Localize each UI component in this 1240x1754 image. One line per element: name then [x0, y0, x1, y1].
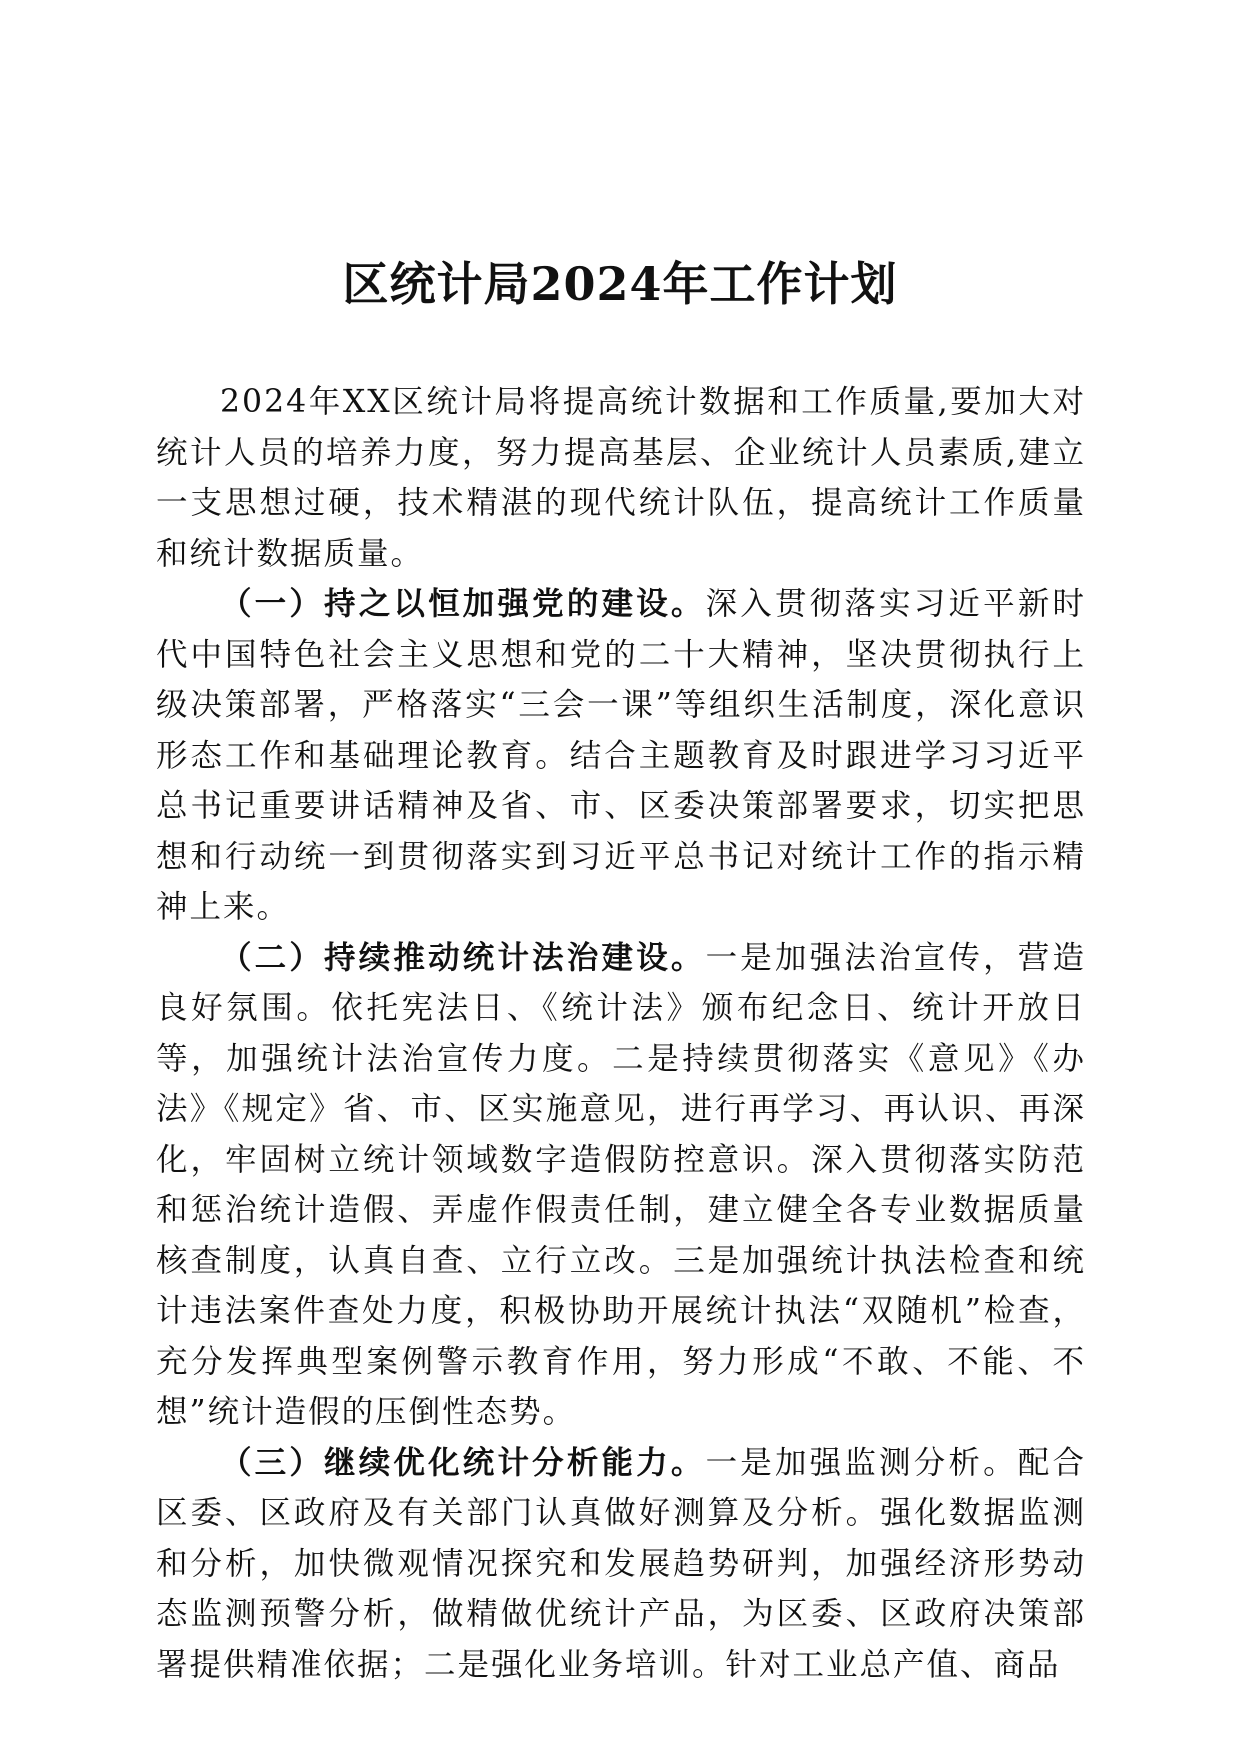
paragraph-intro	[156, 377, 1086, 579]
section-heading: （三）继续优化统计分析能力。	[220, 1443, 706, 1481]
section-heading: （二）持续推动统计法治建设。	[220, 938, 706, 976]
paragraph-text: 一是加强法治宣传，营造良好氛围。依托宪法日、《统计法》颁布纪念日、统计开放日等，加强统计法治宣传力度。二是持续贯彻落实《意见》《办法》《规定》省、市、区实施意见，进行再学习、再认识、再深化，牢固树立统计领域数字造假防控意识。深入贯彻落实防范和惩治统计造假、弄虚作假责任制，建立健全各专业数据质量核查制度，认真自查、立行立改。三是加强统计执法检查和统计违法案件查处力度，积极协助开展统计执法“双随机”检查，充分发挥典型案例警示教育作用，努力形成“不敢、不能、不想”统计造假的压倒性态势。	[156, 939, 1086, 1430]
paragraph-text: 一是加强监测分析。配合区委、区政府及有关部门认真做好测算及分析。强化数据监测和分析，加快微观情况探究和发展趋势研判，加强经济形势动态监测预警分析，做精做优统计产品，为区委、区政府决策部署提供精准依据；二是强化业务培训。针对工业总产值、商品	[156, 1444, 1086, 1683]
paragraph-section-2	[156, 933, 1086, 1438]
paragraph-text: 2024年XX区统计局将提高统计数据和工作质量,要加大对统计人员的培养力度，努力提高基层、企业统计人员素质,建立一支思想过硬，技术精湛的现代统计队伍，提高统计工作质量和统计数据质量。	[156, 384, 1086, 572]
paragraph-section-3	[156, 1438, 1086, 1691]
document-title: 区统计局2024年工作计划	[342, 257, 898, 311]
section-heading: （一）持之以恒加强党的建设。	[220, 585, 706, 622]
paragraph-text: 深入贯彻落实习近平新时代中国特色社会主义思想和党的二十大精神，坚决贯彻执行上级决策部署，严格落实“三会一课”等组织生活制度，深化意识形态工作和基础理论教育。结合主题教育及时跟进学习习近平总书记重要讲话精神及省、市、区委决策部署要求，切实把思想和行动统一到贯彻落实到习近平总书记对统计工作的指示精神上来。	[156, 586, 1086, 925]
document-body	[156, 377, 1086, 1690]
paragraph-section-1	[156, 579, 1086, 933]
